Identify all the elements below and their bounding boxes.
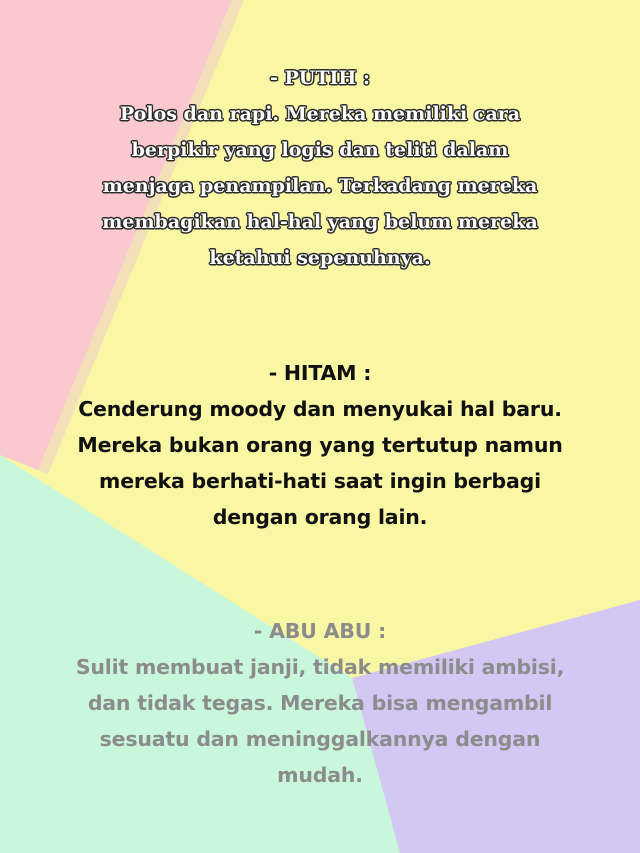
section-putih-line: ketahui sepenuhnya. bbox=[209, 247, 431, 269]
section-abu-abu bbox=[40, 613, 600, 793]
section-hitam bbox=[40, 355, 600, 535]
section-abu-abu-line: Sulit membuat janji, tidak memiliki ambisi, bbox=[75, 655, 565, 679]
section-abu-abu-line: sesuatu dan meninggalkannya dengan bbox=[99, 727, 541, 751]
section-putih-heading: - PUTIH : bbox=[270, 67, 370, 89]
section-abu-abu-line: dan tidak tegas. Mereka bisa mengambil bbox=[87, 691, 553, 715]
section-putih-line: berpikir yang logis dan teliti dalam bbox=[131, 139, 509, 161]
section-abu-abu-line: mudah. bbox=[277, 763, 363, 787]
section-hitam-line: mereka berhati-hati saat ingin berbagi bbox=[99, 469, 541, 493]
section-putih-line: membagikan hal-hal yang belum mereka bbox=[102, 211, 538, 233]
section-putih-line: menjaga penampilan. Terkadang mereka bbox=[102, 175, 538, 197]
section-hitam-line: dengan orang lain. bbox=[212, 505, 428, 529]
section-hitam-line: Cenderung moody dan menyukai hal baru. bbox=[78, 397, 562, 421]
section-hitam-heading: - HITAM : bbox=[268, 361, 372, 385]
section-putih bbox=[40, 60, 600, 276]
section-abu-abu-heading: - ABU ABU : bbox=[253, 619, 387, 643]
section-hitam-line: Mereka bukan orang yang tertutup namun bbox=[77, 433, 563, 457]
section-putih-line: Polos dan rapi. Mereka memiliki cara bbox=[119, 103, 521, 125]
